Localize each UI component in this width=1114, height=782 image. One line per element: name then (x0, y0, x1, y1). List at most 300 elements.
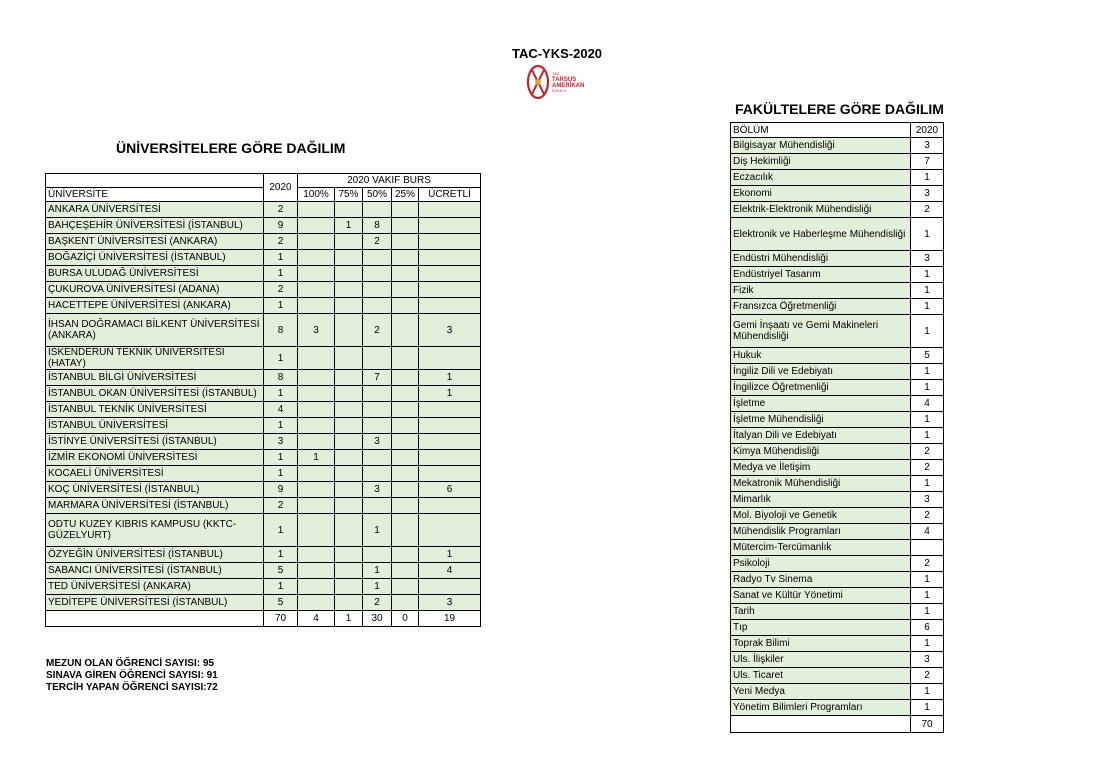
cell-75 (335, 482, 363, 498)
cell-100 (298, 482, 335, 498)
department-name: Toprak Bilimi (731, 636, 911, 652)
table-row (731, 396, 944, 412)
cell-paid: 1 (419, 370, 481, 386)
university-name: BAHÇEŞEHİR ÜNİVERSİTESİ (İSTANBUL) (46, 218, 264, 234)
table-row (731, 364, 944, 380)
university-name: İSTANBUL OKAN ÜNİVERSİTESİ (İSTANBUL) (46, 386, 264, 402)
cell-100: 3 (298, 314, 335, 347)
department-name: Kimya Mühendisliği (731, 444, 911, 460)
department-count: 3 (911, 251, 944, 267)
cell-75 (335, 250, 363, 266)
department-count: 1 (911, 267, 944, 283)
cell-100 (298, 547, 335, 563)
table-row (46, 595, 481, 611)
header-blank (46, 174, 264, 188)
cell-25 (392, 386, 419, 402)
cell-25 (392, 282, 419, 298)
cell-75 (335, 282, 363, 298)
table-row (731, 508, 944, 524)
university-name: ÖZYEĞİN ÜNİVERSİTESİ (İSTANBUL) (46, 547, 264, 563)
cell-50: 2 (363, 234, 392, 250)
cell-25 (392, 579, 419, 595)
cell-100: 1 (298, 450, 335, 466)
university-name: ANKARA ÜNİVERSİTESİ (46, 202, 264, 218)
cell-total: 5 (264, 595, 298, 611)
cell-total: 3 (264, 434, 298, 450)
cell-75 (335, 514, 363, 547)
department-count: 1 (911, 604, 944, 620)
table-row (46, 482, 481, 498)
cell-75 (335, 347, 363, 370)
cell-total: 1 (264, 450, 298, 466)
department-count: 4 (911, 524, 944, 540)
fac-total-label (731, 716, 911, 733)
cell-25 (392, 434, 419, 450)
department-name: Hukuk (731, 348, 911, 364)
cell-75 (335, 563, 363, 579)
department-count: 2 (911, 556, 944, 572)
cell-25 (392, 314, 419, 347)
department-name: Mühendislik Programları (731, 524, 911, 540)
table-row (46, 314, 481, 347)
table-row (46, 579, 481, 595)
table-row (731, 138, 944, 154)
cell-75 (335, 386, 363, 402)
table-row (731, 299, 944, 315)
department-name: Tarih (731, 604, 911, 620)
cell-paid (419, 498, 481, 514)
table-row (731, 186, 944, 202)
cell-75 (335, 266, 363, 282)
cell-75 (335, 202, 363, 218)
cell-25 (392, 514, 419, 547)
department-count: 1 (911, 299, 944, 315)
stat-exam-takers: SINAVA GİREN ÖĞRENCİ SAYISI: 91 (46, 670, 218, 681)
department-count: 3 (911, 186, 944, 202)
cell-100 (298, 218, 335, 234)
cell-75 (335, 498, 363, 514)
cell-25 (392, 563, 419, 579)
cell-25 (392, 418, 419, 434)
table-row (46, 563, 481, 579)
table-row (46, 218, 481, 234)
cell-total: 1 (264, 298, 298, 314)
cell-50 (363, 298, 392, 314)
cell-25 (392, 218, 419, 234)
table-row (731, 283, 944, 299)
cell-paid (419, 202, 481, 218)
cell-25 (392, 202, 419, 218)
cell-50 (363, 347, 392, 370)
table-row (731, 684, 944, 700)
universities-body (46, 202, 481, 611)
department-count: 1 (911, 572, 944, 588)
cell-total: 4 (264, 402, 298, 418)
cell-100 (298, 434, 335, 450)
table-row (731, 251, 944, 267)
cell-25 (392, 370, 419, 386)
faculties-table (730, 122, 944, 733)
department-count: 2 (911, 444, 944, 460)
table-row (46, 266, 481, 282)
header-75: 75% (335, 188, 363, 202)
cell-75 (335, 434, 363, 450)
department-count: 1 (911, 636, 944, 652)
cell-total: 1 (264, 514, 298, 547)
department-count: 3 (911, 492, 944, 508)
table-row (46, 547, 481, 563)
totals-total: 70 (264, 611, 298, 627)
university-name: ÇUKUROVA ÜNİVERSİTESİ (ADANA) (46, 282, 264, 298)
department-name: Gemi İnşaatı ve Gemi Makineleri Mühendisliği (731, 315, 911, 348)
department-name: Psikoloji (731, 556, 911, 572)
cell-50 (363, 202, 392, 218)
cell-100 (298, 402, 335, 418)
cell-100 (298, 282, 335, 298)
table-row (46, 498, 481, 514)
cell-50: 2 (363, 314, 392, 347)
cell-25 (392, 402, 419, 418)
cell-paid: 3 (419, 595, 481, 611)
cell-50: 2 (363, 595, 392, 611)
table-row (731, 636, 944, 652)
cell-50: 1 (363, 563, 392, 579)
table-row (731, 540, 944, 556)
cell-50: 3 (363, 434, 392, 450)
cell-50: 8 (363, 218, 392, 234)
department-count: 3 (911, 138, 944, 154)
table-row (731, 202, 944, 218)
department-name: Mekatronik Mühendisliği (731, 476, 911, 492)
department-count: 2 (911, 202, 944, 218)
cell-75 (335, 595, 363, 611)
cell-paid (419, 234, 481, 250)
table-row (731, 572, 944, 588)
cell-25 (392, 266, 419, 282)
universities-heading: ÜNİVERSİTELERE GÖRE DAĞILIM (116, 140, 346, 156)
department-count: 2 (911, 668, 944, 684)
cell-25 (392, 450, 419, 466)
cell-25 (392, 482, 419, 498)
fac-total: 70 (911, 716, 944, 733)
table-row (731, 315, 944, 348)
department-name: Endüstriyel Tasarım (731, 267, 911, 283)
table-row (731, 267, 944, 283)
cell-50 (363, 498, 392, 514)
department-count: 2 (911, 508, 944, 524)
cell-total: 9 (264, 218, 298, 234)
cell-100 (298, 418, 335, 434)
department-name: Yönetim Bilimleri Programları (731, 700, 911, 716)
department-name: İtalyan Dili ve Edebiyatı (731, 428, 911, 444)
cell-paid (419, 347, 481, 370)
cell-paid: 3 (419, 314, 481, 347)
university-name: KOCAELİ ÜNİVERSİTESİ (46, 466, 264, 482)
university-name: İSTANBUL ÜNİVERSİTESİ (46, 418, 264, 434)
cell-paid: 1 (419, 386, 481, 402)
cell-100 (298, 386, 335, 402)
cell-75 (335, 466, 363, 482)
cell-75 (335, 298, 363, 314)
table-row (46, 434, 481, 450)
cell-100 (298, 234, 335, 250)
totals-25: 0 (392, 611, 419, 627)
cell-100 (298, 514, 335, 547)
department-name: İşletme (731, 396, 911, 412)
department-count: 1 (911, 315, 944, 348)
cell-25 (392, 595, 419, 611)
logo-line3: AMERİKAN (552, 83, 585, 89)
department-name: Elektronik ve Haberleşme Mühendisliği (731, 218, 911, 251)
cell-25 (392, 347, 419, 370)
department-name: Endüstri Mühendisliği (731, 251, 911, 267)
cell-paid (419, 466, 481, 482)
cell-total: 5 (264, 563, 298, 579)
cell-total: 9 (264, 482, 298, 498)
department-count: 1 (911, 588, 944, 604)
totals-paid: 19 (419, 611, 481, 627)
cell-paid (419, 514, 481, 547)
cell-total: 2 (264, 234, 298, 250)
department-count: 1 (911, 364, 944, 380)
department-count: 1 (911, 684, 944, 700)
cell-100 (298, 250, 335, 266)
university-name: HACETTEPE ÜNİVERSİTESİ (ANKARA) (46, 298, 264, 314)
table-row (46, 234, 481, 250)
department-count: 6 (911, 620, 944, 636)
cell-paid: 1 (419, 547, 481, 563)
department-name: Yeni Medya (731, 684, 911, 700)
cell-50 (363, 282, 392, 298)
university-name: İSTANBUL BİLGİ ÜNİVERSİTESİ (46, 370, 264, 386)
cell-total: 1 (264, 418, 298, 434)
university-name: İSTİNYE ÜNİVERSİTESİ (İSTANBUL) (46, 434, 264, 450)
stats-block (46, 658, 218, 694)
cell-total: 1 (264, 266, 298, 282)
cell-100 (298, 595, 335, 611)
table-row (731, 604, 944, 620)
cell-total: 1 (264, 250, 298, 266)
cell-50 (363, 547, 392, 563)
department-count: 1 (911, 170, 944, 186)
university-name: BOĞAZİÇİ ÜNİVERSİTESİ (İSTANBUL) (46, 250, 264, 266)
cell-100 (298, 347, 335, 370)
university-name: SABANCI ÜNİVERSİTESİ (İSTANBUL) (46, 563, 264, 579)
department-name: İngiliz Dili ve Edebiyatı (731, 364, 911, 380)
cell-50: 7 (363, 370, 392, 386)
department-name: Sanat ve Kültür Yönetimi (731, 588, 911, 604)
totals-100: 4 (298, 611, 335, 627)
cell-75 (335, 418, 363, 434)
cell-75 (335, 234, 363, 250)
department-name: Uls. İlişkiler (731, 652, 911, 668)
department-name: Ekonomi (731, 186, 911, 202)
header-25: 25% (392, 188, 419, 202)
cell-total: 1 (264, 386, 298, 402)
department-count: 1 (911, 218, 944, 251)
department-name: Eczacılık (731, 170, 911, 186)
cell-paid (419, 418, 481, 434)
cell-75 (335, 370, 363, 386)
cell-100 (298, 466, 335, 482)
table-row (46, 202, 481, 218)
department-name: Mütercim-Tercümanlık (731, 540, 911, 556)
cell-50 (363, 450, 392, 466)
table-row (731, 444, 944, 460)
header-100: 100% (298, 188, 335, 202)
table-row (731, 668, 944, 684)
table-row (731, 620, 944, 636)
table-row (731, 492, 944, 508)
logo-line1: TAC (552, 71, 560, 76)
university-name: ODTU KUZEY KIBRIS KAMPUSU (KKTC-GÜZELYURT) (46, 514, 264, 547)
header-year: 2020 (264, 174, 298, 202)
table-row (731, 380, 944, 396)
totals-75: 1 (335, 611, 363, 627)
header-scholarship-group: 2020 VAKIF BURS (298, 174, 481, 188)
cell-50 (363, 250, 392, 266)
cell-paid (419, 298, 481, 314)
cell-paid: 4 (419, 563, 481, 579)
table-row (46, 450, 481, 466)
table-row (731, 412, 944, 428)
cell-100 (298, 298, 335, 314)
cell-25 (392, 234, 419, 250)
department-count: 1 (911, 412, 944, 428)
table-row (46, 514, 481, 547)
table-row (46, 347, 481, 370)
table-row (46, 298, 481, 314)
department-name: Tıp (731, 620, 911, 636)
table-row (731, 348, 944, 364)
cell-100 (298, 202, 335, 218)
department-count (911, 540, 944, 556)
department-count: 1 (911, 476, 944, 492)
cell-50: 1 (363, 514, 392, 547)
table-row (731, 588, 944, 604)
department-name: Fransızca Öğretmenliği (731, 299, 911, 315)
table-row (731, 460, 944, 476)
cell-25 (392, 250, 419, 266)
table-row (731, 218, 944, 251)
university-name: BAŞKENT ÜNİVERSİTESİ (ANKARA) (46, 234, 264, 250)
totals-label (46, 611, 264, 627)
department-count: 1 (911, 700, 944, 716)
cell-paid (419, 218, 481, 234)
cell-total: 1 (264, 579, 298, 595)
cell-75: 1 (335, 218, 363, 234)
cell-paid (419, 450, 481, 466)
table-row (46, 386, 481, 402)
cell-total: 1 (264, 547, 298, 563)
department-count: 4 (911, 396, 944, 412)
faculties-heading: FAKÜLTELERE GÖRE DAĞILIM (735, 101, 944, 117)
totals-50: 30 (363, 611, 392, 627)
university-name: İSKENDERUN TEKNİK ÜNİVERSİTESİ (HATAY) (46, 347, 264, 370)
cell-50: 3 (363, 482, 392, 498)
department-name: İngilizce Öğretmenliği (731, 380, 911, 396)
department-count: 5 (911, 348, 944, 364)
table-row (731, 652, 944, 668)
cell-paid: 6 (419, 482, 481, 498)
department-name: Mol. Biyoloji ve Genetik (731, 508, 911, 524)
cell-75 (335, 547, 363, 563)
university-name: İZMİR EKONOMİ ÜNİVERSİTESİ (46, 450, 264, 466)
cell-50 (363, 402, 392, 418)
cell-paid (419, 266, 481, 282)
department-count: 2 (911, 460, 944, 476)
cell-25 (392, 498, 419, 514)
cell-100 (298, 370, 335, 386)
table-row (731, 428, 944, 444)
table-row (46, 282, 481, 298)
table-row (731, 700, 944, 716)
table-row (731, 154, 944, 170)
logo-line4: KOLEJİ (552, 88, 566, 93)
department-name: Fizik (731, 283, 911, 299)
cell-75 (335, 450, 363, 466)
cell-50 (363, 418, 392, 434)
universities-table (45, 173, 481, 627)
table-row (731, 476, 944, 492)
department-name: İşletme Mühendisliği (731, 412, 911, 428)
cell-75 (335, 579, 363, 595)
department-name: Diş Hekimliği (731, 154, 911, 170)
school-logo (526, 64, 596, 100)
cell-total: 2 (264, 202, 298, 218)
department-name: Medya ve İletişim (731, 460, 911, 476)
table-row (731, 524, 944, 540)
cell-100 (298, 563, 335, 579)
cell-50 (363, 266, 392, 282)
header-university: ÜNİVERSİTE (46, 188, 264, 202)
cell-paid (419, 579, 481, 595)
department-count: 1 (911, 428, 944, 444)
university-name: KOÇ ÜNİVERSİTESİ (İSTANBUL) (46, 482, 264, 498)
university-name: YEDİTEPE ÜNİVERSİTESİ (İSTANBUL) (46, 595, 264, 611)
cell-total: 1 (264, 466, 298, 482)
table-row (46, 466, 481, 482)
header-fac-year: 2020 (911, 123, 944, 138)
cell-total: 2 (264, 498, 298, 514)
cell-total: 8 (264, 370, 298, 386)
table-row (46, 402, 481, 418)
logo-line2: TARSUS (552, 77, 577, 83)
table-row (46, 370, 481, 386)
document-title: TAC-YKS-2020 (511, 46, 603, 61)
cell-paid (419, 402, 481, 418)
university-name: MARMARA ÜNİVERSİTESİ (İSTANBUL) (46, 498, 264, 514)
department-name: Radyo Tv Sinema (731, 572, 911, 588)
department-count: 1 (911, 283, 944, 299)
cell-75 (335, 402, 363, 418)
department-name: Mimarlık (731, 492, 911, 508)
table-row (731, 556, 944, 572)
header-paid: ÜCRETLİ (419, 188, 481, 202)
header-50: 50% (363, 188, 392, 202)
cell-paid (419, 282, 481, 298)
cell-100 (298, 498, 335, 514)
department-name: Uls. Ticaret (731, 668, 911, 684)
stat-graduates: MEZUN OLAN ÖĞRENCİ SAYISI: 95 (46, 658, 214, 669)
cell-25 (392, 466, 419, 482)
cell-paid (419, 434, 481, 450)
cell-50: 1 (363, 579, 392, 595)
cell-total: 8 (264, 314, 298, 347)
table-row (731, 170, 944, 186)
table-row (46, 250, 481, 266)
cell-100 (298, 266, 335, 282)
